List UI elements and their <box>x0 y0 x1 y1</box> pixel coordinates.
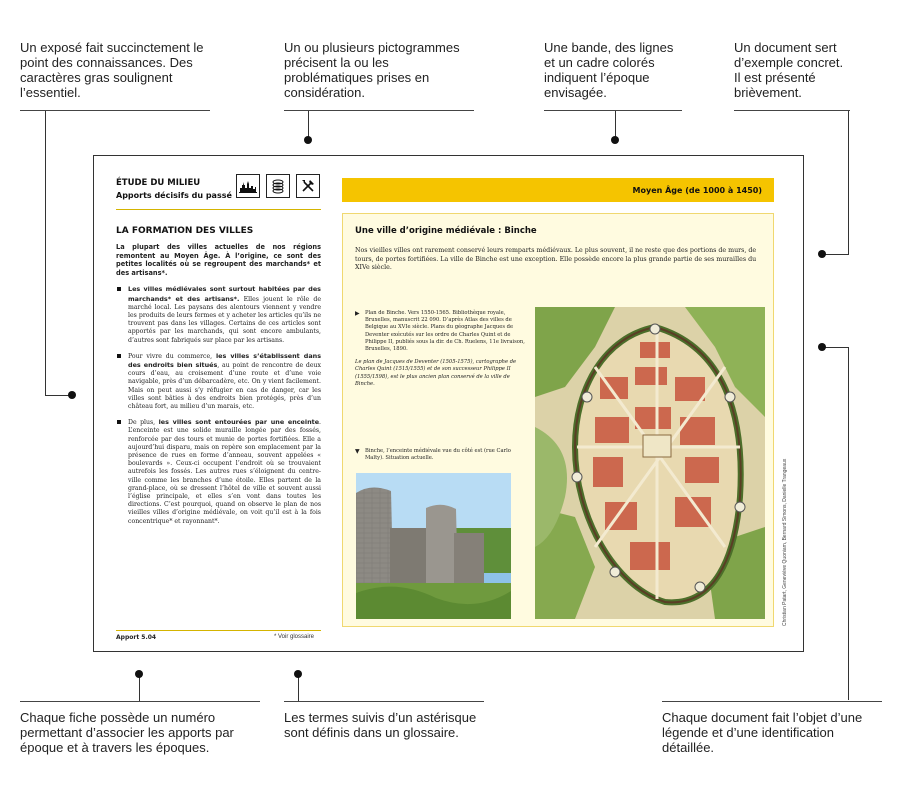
expose-column <box>116 226 321 533</box>
bullet-paragraph <box>116 285 321 344</box>
bullet-square <box>117 354 121 358</box>
triangle-right-icon: ▶ <box>355 310 360 317</box>
leader-bande <box>615 111 616 139</box>
sample-sheet <box>93 155 804 652</box>
bullet-paragraph <box>116 418 321 526</box>
leader-numero <box>139 676 140 701</box>
ramparts-photo-image <box>356 473 511 619</box>
bullet-text: , au point de rencontre de deux cours d’eau, au croisement d’une route et d’une voie navigable, près d’un débarcadère, etc. On y vient facilement. Mais on peut aussi s’y réfugier en cas de danger, car les villes sont bâties à des endroits bien protégés, près d’un château fort, au milieu d’un marais, etc. <box>128 362 321 411</box>
dot-bande <box>611 136 619 144</box>
callout-legende: Chaque document fait l’objet d’une légende et d’une identification détaillée. <box>662 701 882 755</box>
dot-document <box>818 250 826 258</box>
leader-document <box>848 111 849 255</box>
document-intro: Nos vieilles villes ont rarement conservé leurs remparts médiévaux. Le plus souvent, il ne reste que des portions de murs, de tours, de portes fortifiées. La ville de Binche est une exception. Elle possède encore la plus grande partie de ses murailles du XIVe siècle. <box>355 247 757 272</box>
leader-asterisque <box>298 676 299 701</box>
callout-numero: Chaque fiche possède un numéro permettant d’associer les apports par époque et à travers les époques. <box>20 701 260 755</box>
tools-icon <box>296 174 320 198</box>
dot-numero <box>135 670 143 678</box>
caption-plan-text: Plan de Binche. Vers 1550-1565. Bibliothèque royale, Bruxelles, manuscrit 22 090. D’après Atlas des villes de Belgique au XVIe siècle. Plans du géographe Jacques de Deventer exécutés sur les ordre de Charles Quint et de Philippe II, publiés sous la dir. de Ch. Ruelens, 11e livraison, Bruxelles, 1890. <box>365 310 525 353</box>
callout-bande: Une bande, des lignes et un cadre colorés indiquent l’époque envisagée. <box>544 40 682 111</box>
skyline-icon <box>236 174 260 198</box>
callout-expose: Un exposé fait succinctement le point des connaissances. Des caractères gras soulignent l’essentiel. <box>20 40 210 111</box>
bullet-pre: Pour vivre du commerce, <box>128 352 216 360</box>
triangle-down-icon: ▼ <box>355 448 360 455</box>
callout-pictogrammes: Un ou plusieurs pictogrammes précisent la ou les problématiques prises en considération. <box>284 40 474 111</box>
intro-paragraph: La plupart des villes actuelles de nos régions remontent au Moyen Âge. À l’origine, ce sont des petites localités où se regroupent des marchands* et des artisans*. <box>116 243 321 277</box>
sheet-header-subtitle: Apports décisifs du passé <box>116 191 232 200</box>
leader-legende <box>848 347 849 700</box>
bullet-square <box>117 420 121 424</box>
bullet-text: . L’enceinte est une solide muraille longée par des fossés, renforcée par des tours et munie de portes fortifiées. Elle a aujourd’hui disparu, mais on repère son emplacement par la présence de rues en forme d’anneau, souvent appelées « boulevards ». Ceux-ci occupent l’endroit où se trouvaient autrefois les fossés. Les autres rues s’éloignent du centre-ville comme les branches d’une étoile. Elles partent de la grand-place, où se dressent l’hôtel de ville et souvent aussi l’église principale, et elles s’en vont dans toutes les directions. C’est pourquoi, quand on observe le plan de nos vieilles villes d’origine médiévale, on voit qu’il est à la fois concentrique* et rayonnant*. <box>128 419 321 525</box>
bullet-bold: les villes s’établissent dans des endroits bien situés <box>128 351 321 369</box>
caption-photo <box>355 448 525 462</box>
bullet-paragraph <box>116 352 321 411</box>
bullet-bold: les villes sont entourées par une enceinte <box>158 418 320 427</box>
binche-plan-image <box>535 307 765 619</box>
bullet-square <box>117 287 121 291</box>
leader-pictogrammes <box>308 111 309 139</box>
caption-plan <box>355 310 525 388</box>
document-title: Une ville d’origine médiévale : Binche <box>355 226 537 236</box>
credits: Christian Patart, Geneviève Quoniam, Bernard Simons, Danielle Trangeaux <box>782 458 788 626</box>
coins-icon <box>266 174 290 198</box>
document-frame <box>342 213 774 627</box>
callout-asterisque: Les termes suivis d’un astérisque sont définis dans un glossaire. <box>284 701 484 740</box>
glossaire-note: * Voir glossaire <box>274 634 315 640</box>
footer-rule <box>116 630 321 631</box>
bullet-pre: De plus, <box>128 419 159 427</box>
leader-document-h <box>822 254 849 255</box>
leader-expose <box>45 111 46 396</box>
sheet-header-title: ÉTUDE DU MILIEU <box>116 178 201 188</box>
leader-legende-h <box>822 347 849 348</box>
section-title: LA FORMATION DES VILLES <box>116 226 254 236</box>
leader-expose-h <box>45 395 70 396</box>
epoch-band <box>342 178 774 202</box>
dot-pictogrammes <box>304 136 312 144</box>
bullet-text: Elles jouent le rôle de marché local. Les paysans des alentours viennent y vendre les produits de leurs fermes et y acheter les articles qu’ils ne trouvent pas dans les villages. Certains de ces articles sont apportés par les marchands, qui sont encore ambulants, d’autres sont fabriqués sur place par les artisans. <box>128 295 321 344</box>
caption-photo-text: Binche, l’enceinte médiévale vue du côté est (rue Carlo Malty). Situation actuelle. <box>365 448 511 462</box>
dot-asterisque <box>294 670 302 678</box>
callout-document: Un document sert d’exemple concret. Il est présenté brièvement. <box>734 40 850 111</box>
dot-expose <box>68 391 76 399</box>
dot-legende <box>818 343 826 351</box>
epoch-label: Moyen Âge (de 1000 à 1450) <box>632 185 762 195</box>
apport-number: Apport 5.04 <box>116 634 157 641</box>
bullet-bold: Les villes médiévales sont surtout habitées par des marchands* et des artisans*. <box>128 285 321 303</box>
header-rule <box>116 209 321 210</box>
caption-plan-note: Le plan de Jacques de Deventer (1505-1575), cartographe de Charles Quint (1515/1555) et de son successeur Philippe II (1555/1598), est le plus ancien plan conservé de la ville de Binche. <box>355 359 517 387</box>
